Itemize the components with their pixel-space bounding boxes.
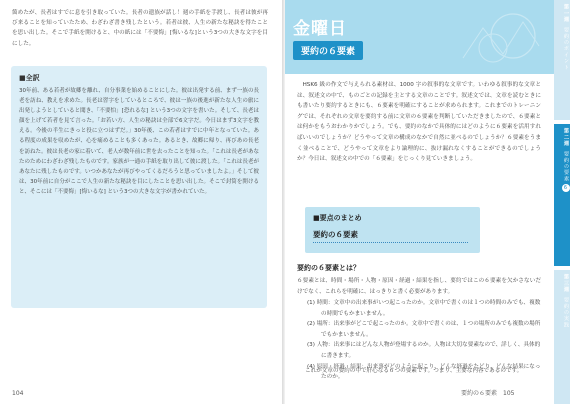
tab-week-2[interactable] xyxy=(554,124,570,266)
footer-label: 要約の６要素 xyxy=(461,390,498,397)
question-heading: 要約の６要素とは？ xyxy=(297,264,360,272)
translation-title: ■全訳 xyxy=(19,74,40,82)
tab-week-1[interactable] xyxy=(554,0,570,120)
section-label: 要約の６要素 xyxy=(293,41,363,60)
translation-body: 30年前、ある若者が故郷を離れ、自分事業を始めることにした。彼は出発する前、まず一族の長老を訪ね、教えを求めた。長老は習字をしているところで、彼は一族の後進が新たな人生の旅に出発しようとしていると聞き、「不要怕」[恐れるな] という3つの文字を書いた。そして、長老は顔を上げて若者を見て言った。「お若い方、人生の秘訣は全部で6文字だ。今日はまず3文字を教える。今後の半生にきっと役に立つはずだ。」30年後、この若者はすでに中年となっていた。ある程度の成果を収めたが、心を痛めることも多くあった。あるとき、故郷に帰り、再びあの長老を訪ねた。彼は長老の家に着いて、老人が数年前に世を去ったことを知った。「これは長老があなたのためにわざわざ残したものです。家族が一通の手紙を取り出して彼に渡した。「これは長老があなたに残したものです。いつかあなたが再びやってくるだろうと思っていましたよ。」そして彼は、30年前に自分がここで人生の新たな秘訣を目にしたことを思い出した。そこで封筒を開けると、そこには「不要悔」[悔いるな] という3つの大きな文字が書かれていた。 xyxy=(19,88,259,195)
side-tabs xyxy=(554,0,570,404)
page-footer xyxy=(461,388,514,397)
right-intro-paragraph: HSK6 級の作文で与えられる素材は、1000 字の叙事的な文章です。いわゆる叙事的な文章とは、叙述文の中で、ものごとの記録を主とする文章のことです。叙述文では、文章を読むときにも書いたり要約するときにも、６要素を明確にすることが求められます。これまでのトレーニングでは、それぞれの文章を要約する前に文章の６要素を判断していただきましたので、６要素とは何かをもうおわかりかでしょう。でも、要約のなかで具体的にはどのように６要素を活用すればいいのでしょうか？どうやって文章の構成のなかで自然に並べるのでしょうか？６要素をうまく並べることで、どうやって文章をより論理的に、抜け漏れなくすることができるのでしょうか？今日は、叙述文の中での「６要素」をじっくり見ていきましょう。 xyxy=(297,82,541,163)
chapter-header-band xyxy=(285,0,553,74)
tab-week-2-badge: 6 xyxy=(563,184,569,191)
list-item: (1) 時間：文章中の出来事がいつ起こったのか。文章中で書くのは１つの時間のみでも、複数の時間でもかまいません。 xyxy=(307,300,541,317)
list-item: (2) 場所：出来事がどこで起こったのか。文章中で書くのは、１つの場所のみでも複数の場所でもかまいません。 xyxy=(307,321,541,338)
page-number-right: 105 xyxy=(503,390,515,397)
tab-week-3-chapter: 第三週 xyxy=(563,274,569,293)
tab-week-2-chapter: 第二週 xyxy=(563,128,569,147)
tab-week-3[interactable] xyxy=(554,270,570,404)
page-number-left: 104 xyxy=(12,390,24,397)
left-page xyxy=(0,0,282,404)
closing-paragraph: これが文章の要約の中で肝心なる６つの要素です。つまり、主要な内容であるのです。 xyxy=(305,368,523,374)
translation-box xyxy=(11,66,267,308)
right-page xyxy=(285,0,570,404)
list-item: (4) 原因・経過・結果：出来事がどのように起こり、どんな経過をたどり、どんな結果になったのか。 xyxy=(307,363,541,381)
chapter-title: 金曜日 xyxy=(293,19,347,39)
left-intro-paragraph: 箇めたが、長者はすでに息を引き取っていた。長者の遺族が話し！週の手紙を手渡し、長者は彼が再び来ることを知っていたため、わざわざ書き残したという。若者は彼、人生の新たな秘訣を得たことを思い出した。そこで手紙を開けると、中の紙には「不要悔」[悔いるな]という3つの大きな文字を目にした。 xyxy=(12,10,268,47)
tab-week-1-chapter: 第一週 xyxy=(563,4,569,23)
summary-box xyxy=(305,207,480,253)
summary-title: ■要点のまとめ xyxy=(313,214,362,222)
tab-week-1-label: 要約のポイント xyxy=(563,26,569,71)
tab-week-2-label: 要約の要素 xyxy=(563,150,569,182)
header-decoration-graphic xyxy=(453,8,543,70)
definition-paragraph: ６要素とは、時間・場所・人物・原因・経過・結果を指し、要約ではこの６要素を欠かさないだけでなく、これらを明確に、はっきりと書く必要があります。 xyxy=(297,278,541,295)
summary-item: 要約の６要素 xyxy=(313,229,468,243)
tab-week-3-label: 要約の実践 xyxy=(563,296,569,328)
list-item: (3) 人物：出来事にはどんな人物が登場するのか。人物は大切な要素なので、詳しく、具体的に書きます。 xyxy=(307,342,541,359)
